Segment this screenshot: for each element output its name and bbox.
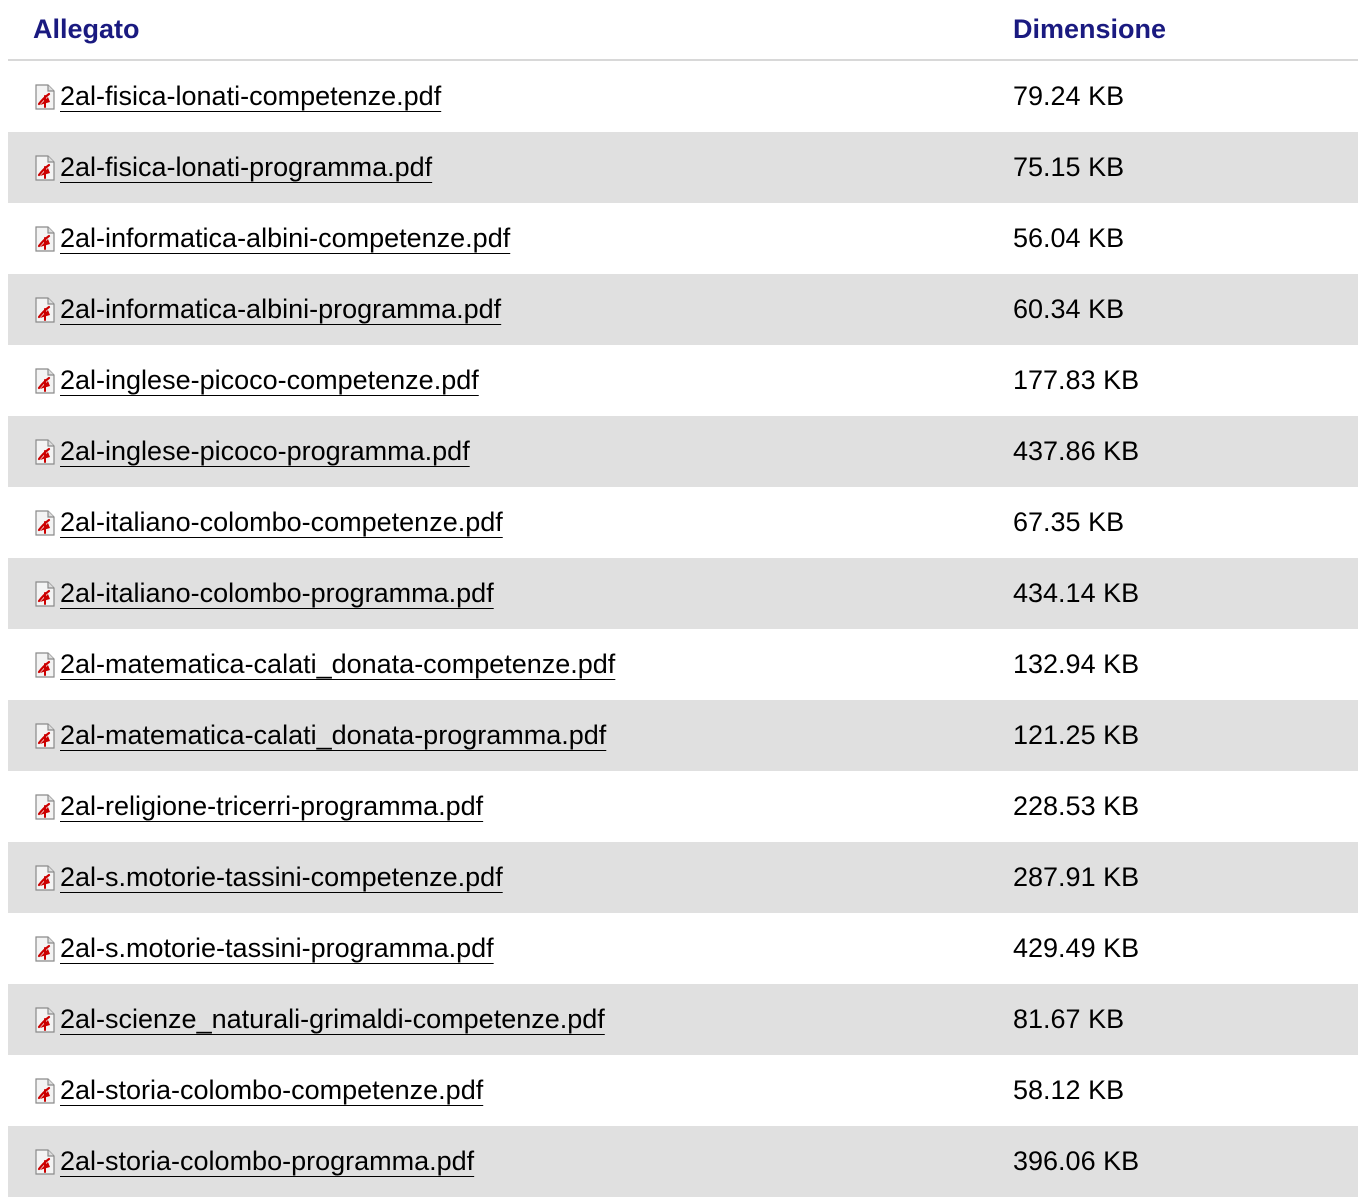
- table-row: [8, 416, 1358, 487]
- pdf-icon: [33, 723, 57, 749]
- attachment-cell: [8, 152, 1008, 183]
- attachment-cell: [8, 578, 1008, 609]
- table-row: [8, 487, 1358, 558]
- table-row: [8, 984, 1358, 1055]
- attachment-link[interactable]: 2al-italiano-colombo-programma.pdf: [60, 578, 494, 608]
- table-body: [8, 61, 1359, 1197]
- attachment-cell: [8, 294, 1008, 325]
- file-size: 434.14 KB: [1013, 578, 1140, 608]
- pdf-icon: [33, 1078, 57, 1104]
- file-size: 75.15 KB: [1013, 152, 1125, 182]
- attachment-link[interactable]: 2al-informatica-albini-programma.pdf: [60, 294, 502, 324]
- file-size: 81.67 KB: [1013, 1004, 1125, 1034]
- attachment-link[interactable]: 2al-religione-tricerri-programma.pdf: [60, 791, 484, 821]
- pdf-icon: [33, 581, 57, 607]
- table-row: [8, 345, 1358, 416]
- attachment-cell: [8, 1146, 1008, 1177]
- pdf-icon: [33, 226, 57, 252]
- attachment-link[interactable]: 2al-s.motorie-tassini-competenze.pdf: [60, 862, 503, 892]
- pdf-icon: [33, 368, 57, 394]
- attachment-link[interactable]: 2al-italiano-colombo-competenze.pdf: [60, 507, 503, 537]
- header-attachment: Allegato: [33, 14, 140, 44]
- table-row: [8, 274, 1358, 345]
- pdf-icon: [33, 936, 57, 962]
- attachment-cell: [8, 81, 1008, 112]
- attachments-table: [8, 0, 1359, 1197]
- pdf-icon: [33, 155, 57, 181]
- table-row: [8, 558, 1358, 629]
- attachment-cell: [8, 791, 1008, 822]
- pdf-icon: [33, 510, 57, 536]
- attachment-cell: [8, 223, 1008, 254]
- attachment-link[interactable]: 2al-inglese-picoco-competenze.pdf: [60, 365, 479, 395]
- attachment-link[interactable]: 2al-storia-colombo-programma.pdf: [60, 1146, 475, 1176]
- file-size: 132.94 KB: [1013, 649, 1140, 679]
- file-size: 287.91 KB: [1013, 862, 1140, 892]
- table-row: [8, 700, 1358, 771]
- pdf-icon: [33, 1007, 57, 1033]
- attachment-link[interactable]: 2al-fisica-lonati-programma.pdf: [60, 152, 433, 182]
- pdf-icon: [33, 84, 57, 110]
- attachment-cell: [8, 436, 1008, 467]
- file-size: 60.34 KB: [1013, 294, 1125, 324]
- attachment-cell: [8, 720, 1008, 751]
- header-size: Dimensione: [1013, 14, 1167, 44]
- file-size: 67.35 KB: [1013, 507, 1125, 537]
- table-row: [8, 1055, 1358, 1126]
- attachment-link[interactable]: 2al-scienze_naturali-grimaldi-competenze.pdf: [60, 1004, 605, 1034]
- attachment-link[interactable]: 2al-inglese-picoco-programma.pdf: [60, 436, 470, 466]
- table-row: [8, 61, 1358, 132]
- table-row: [8, 771, 1358, 842]
- table-row: [8, 203, 1358, 274]
- pdf-icon: [33, 439, 57, 465]
- pdf-icon: [33, 794, 57, 820]
- attachment-link[interactable]: 2al-fisica-lonati-competenze.pdf: [60, 81, 442, 111]
- attachment-cell: [8, 365, 1008, 396]
- table-header: [8, 0, 1358, 61]
- attachment-cell: [8, 933, 1008, 964]
- attachment-link[interactable]: 2al-storia-colombo-competenze.pdf: [60, 1075, 484, 1105]
- attachment-link[interactable]: 2al-matematica-calati_donata-programma.pdf: [60, 720, 607, 750]
- pdf-icon: [33, 652, 57, 678]
- file-size: 121.25 KB: [1013, 720, 1140, 750]
- file-size: 429.49 KB: [1013, 933, 1140, 963]
- file-size: 396.06 KB: [1013, 1146, 1140, 1176]
- table-row: [8, 132, 1358, 203]
- table-row: [8, 842, 1358, 913]
- table-row: [8, 913, 1358, 984]
- attachment-cell: [8, 1004, 1008, 1035]
- attachment-cell: [8, 1075, 1008, 1106]
- file-size: 56.04 KB: [1013, 223, 1125, 253]
- attachment-cell: [8, 507, 1008, 538]
- table-row: [8, 1126, 1358, 1197]
- file-size: 79.24 KB: [1013, 81, 1125, 111]
- attachment-cell: [8, 649, 1008, 680]
- attachment-cell: [8, 862, 1008, 893]
- table-row: [8, 629, 1358, 700]
- pdf-icon: [33, 1149, 57, 1175]
- file-size: 437.86 KB: [1013, 436, 1140, 466]
- attachment-link[interactable]: 2al-matematica-calati_donata-competenze.pdf: [60, 649, 616, 679]
- file-size: 228.53 KB: [1013, 791, 1140, 821]
- file-size: 58.12 KB: [1013, 1075, 1125, 1105]
- attachment-link[interactable]: 2al-informatica-albini-competenze.pdf: [60, 223, 511, 253]
- file-size: 177.83 KB: [1013, 365, 1140, 395]
- attachment-link[interactable]: 2al-s.motorie-tassini-programma.pdf: [60, 933, 494, 963]
- pdf-icon: [33, 865, 57, 891]
- pdf-icon: [33, 297, 57, 323]
